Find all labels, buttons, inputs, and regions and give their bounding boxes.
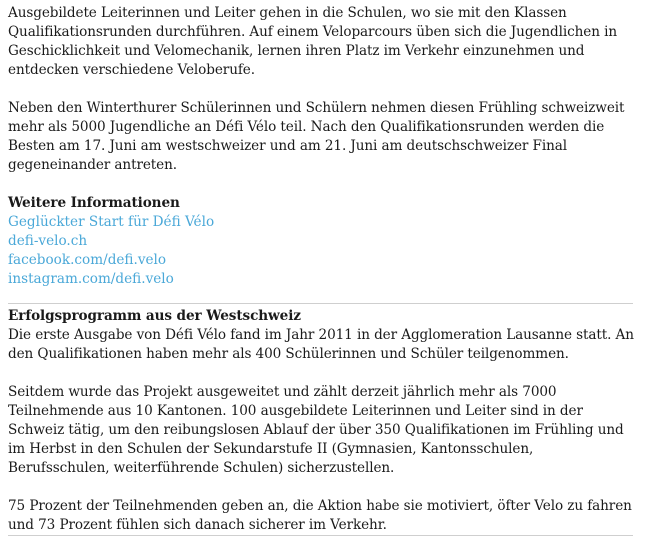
spacer: [8, 175, 638, 194]
intro-paragraph-2: Neben den Winterthurer Schülerinnen und Schülern nehmen diesen Frühling schweizweit mehr als 5000 Jugendliche an Défi Vélo teil. Nach den Qualifikationsrunden werden die Besten am 17. Juni am westschweizer und am 21. Juni am deutschschweizer Final gegeneinander antreten.: [8, 100, 625, 173]
section-divider: [8, 303, 633, 304]
success-section: [8, 307, 638, 535]
success-paragraph-2: Seitdem wurde das Projekt ausgeweitet und zählt derzeit jährlich mehr als 7000 Teilnehmende aus 10 Kantonen. 100 ausgebildete Leiterinnen und Leiter sind in der Schweiz tätig, um den reibungslosen Ablauf der über 350 Qualifikationen im Frühling und im Herbst in den Schulen der Sekundarstufe II (Gymnasien, Kantonsschulen, Berufsschulen, weiterführende Schulen) sicherzustellen.: [8, 384, 624, 476]
link-geglueckter-start[interactable]: Geglückter Start für Défi Vélo: [8, 214, 215, 230]
link-defi-velo-website[interactable]: defi-velo.ch: [8, 233, 88, 249]
spacer: [8, 364, 638, 383]
link-instagram[interactable]: instagram.com/defi.velo: [8, 271, 174, 287]
success-paragraph-1: Die erste Ausgabe von Défi Vélo fand im Jahr 2011 in der Agglomeration Lausanne statt. An den Qualifikationen haben mehr als 400 Schülerinnen und Schüler teilgenommen.: [8, 327, 634, 362]
more-info-heading: Weitere Informationen: [8, 195, 180, 211]
spacer: [8, 478, 638, 497]
more-info-section: [8, 194, 638, 289]
link-facebook[interactable]: facebook.com/defi.velo: [8, 252, 167, 268]
success-heading: Erfolgsprogramm aus der Westschweiz: [8, 308, 301, 324]
article-body: [8, 4, 638, 536]
success-paragraph-3: 75 Prozent der Teilnehmenden geben an, die Aktion habe sie motiviert, öfter Velo zu fahren und 73 Prozent fühlen sich danach sicherer im Verkehr.: [8, 498, 632, 533]
intro-paragraph-1: Ausgebildete Leiterinnen und Leiter gehen in die Schulen, wo sie mit den Klassen Qualifikationsrunden durchführen. Auf einem Veloparcours üben sich die Jugendlichen in Geschicklichkeit und Velomechanik, lernen ihren Platz im Verkehr einzunehmen und entdecken verschiedene Veloberufe.: [8, 5, 618, 78]
spacer: [8, 80, 638, 99]
